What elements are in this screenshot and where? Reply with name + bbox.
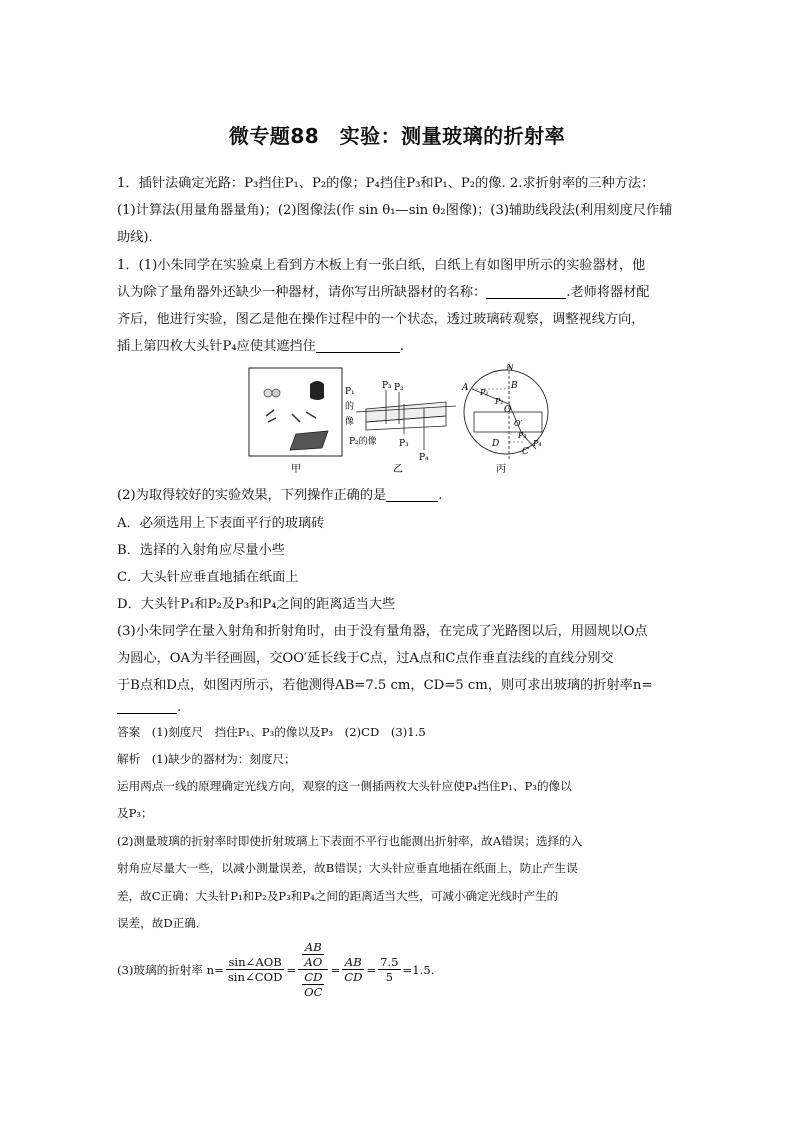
q1-line-2-tail: .老师将器材配 [566, 285, 650, 300]
yi-text-p4: P₄ [419, 453, 429, 463]
yi-text-p3b: P₃ [399, 439, 409, 449]
numerator-75: 7.5 [380, 955, 399, 969]
yi-text-p3: P₃ [382, 381, 392, 391]
analysis-6: 差，故C正确；大头针P₁和P₂及P₃和P₄之间的距离适当大些，可减小确定光线时产生的 [117, 889, 559, 903]
option-d: D．大头针P₁和P₂及P₃和P₄之间的距离适当大些 [117, 597, 396, 612]
option-a: A．必须选用上下表面平行的玻璃砖 [117, 516, 325, 531]
answer-blank-1[interactable] [486, 285, 566, 299]
q1-line-2-text: 认为除了量角器外还缺少一种器材，请你写出所缺器材的名称： [117, 285, 487, 300]
bing-text-o-prime: O′ [514, 419, 523, 428]
q3-line-1: (3)小朱同学在量入射角和折射角时，由于没有量角器，在完成了光路图以后，用圆规以O点 [117, 624, 648, 639]
bing-text-n: N [506, 364, 514, 373]
intro-line-1: 1．插针法确定光路：P₃挡住P₁、P₂的像；P₄挡住P₃和P₁、P₂的像. 2.求折射率的三种方法： [117, 176, 655, 191]
q1-line-2 [117, 281, 677, 300]
q1-line-3: 齐后，他进行实验，图乙是他在操作过程中的一个状态，透过玻璃砖观察，调整视线方向， [117, 312, 645, 327]
q1-line-4 [117, 335, 677, 354]
equals-sign: = [366, 962, 377, 977]
q3-end: . [177, 700, 182, 715]
figure-yi-label: 乙 [393, 464, 403, 475]
bing-text-p2: P₂ [495, 397, 504, 406]
pin-icon [268, 418, 276, 422]
denominator-5: 5 [385, 970, 394, 984]
q2-text: (2)为取得较好的实验效果，下列操作正确的是 [117, 488, 387, 503]
q3-line-3: 于B点和D点，如图丙所示，若他测得AB=7.5 cm，CD=5 cm，则可求出玻璃的折射率n= [117, 678, 653, 693]
formula [117, 940, 434, 999]
intro-line-2: (1)计算法(用量角器量角)；(2)图像法(作 sin θ₁—sin θ₂图像)；(3)辅助线段法(利用刻度尺作辅 [117, 203, 673, 218]
q1-line-1: 1．(1)小朱同学在实验桌上看到方木板上有一张白纸，白纸上有如图甲所示的实验器材，他 [117, 258, 646, 273]
cd-oc-fraction [302, 970, 324, 999]
ab-text: AB [302, 940, 324, 955]
page-title: 微专题88 实验：测量玻璃的折射率 [228, 124, 566, 148]
figure-jia-label: 甲 [291, 464, 301, 475]
ab-ao-fraction [302, 940, 324, 969]
analysis-4: (2)测量玻璃的折射率时即使折射玻璃上下表面不平行也能测出折射率，故A错误；选择的入 [117, 834, 583, 848]
bing-text-a: A [462, 383, 469, 393]
ab-cd-fraction [342, 955, 364, 984]
q2-line [117, 484, 677, 503]
compound-denominator [298, 970, 328, 999]
pin-icon [292, 414, 300, 422]
q1-line-4-end: . [399, 339, 404, 354]
bing-text-b: B [511, 381, 518, 391]
yi-text-de: 的 [345, 402, 355, 412]
bing-text-o: O [504, 405, 512, 415]
yi-text-xiang: 像 [345, 417, 355, 427]
yi-text-p2-image: P₂的像 [349, 437, 377, 447]
ao-text: AO [304, 955, 323, 969]
q1-line-4-text: 插上第四枚大头针P₄应使其遮挡住 [117, 339, 316, 354]
answer-blank-2[interactable] [316, 339, 400, 353]
answer-blank-4[interactable] [117, 700, 177, 714]
cd-text: CD [302, 970, 324, 985]
analysis-5: 射角应尽量大一些，以减小测量误差，故B错误；大头针应垂直地插在纸面上，防止产生误 [117, 861, 578, 875]
bing-text-p4: P₄ [533, 439, 542, 448]
pin-icon [266, 410, 274, 416]
yi-text-p1: P₁ [345, 387, 355, 397]
analysis-2: 运用两点一线的原理确定光线方向，观察的这一侧插两枚大头针应使P₄挡住P₁、P₃的像以 [117, 779, 572, 793]
compound-fraction [298, 940, 328, 999]
analysis-3: 及P₃； [117, 806, 153, 820]
answer-blank-3[interactable] [386, 488, 438, 502]
glass-brick-icon [290, 431, 328, 450]
numeric-fraction [378, 955, 400, 984]
formula-result: =1.5. [402, 962, 435, 977]
option-b: B．选择的入射角应尽量小些 [117, 543, 285, 558]
intro-line-3: 助线)． [117, 230, 162, 245]
pin-head-icon [272, 389, 280, 397]
sin-denominator: sin∠COD [227, 970, 283, 984]
sin-numerator: sin∠AOB [226, 955, 285, 970]
figure-svg [246, 364, 556, 479]
q3-line-4 [117, 700, 677, 715]
q2-end: . [438, 488, 443, 503]
figure-bing-label: 丙 [496, 464, 506, 475]
pin-head-icon [264, 389, 272, 397]
option-c: C．大头针应垂直地插在纸面上 [117, 570, 299, 585]
equals-sign: = [286, 962, 297, 977]
formula-prefix: (3)玻璃的折射率 n= [117, 962, 224, 977]
figure-group [246, 364, 556, 479]
yi-text-p2: P₂ [394, 383, 404, 393]
analysis-7: 误差，故D正确． [117, 916, 208, 930]
glass-block [474, 412, 542, 432]
q3-line-2: 为圆心，OA为半径画圆，交OO′延长线于C点，过A点和C点作垂直法线的直线分别交 [117, 651, 614, 666]
analysis-1: 解析 (1)缺少的器材为：刻度尺； [117, 752, 296, 766]
sin-fraction [226, 955, 285, 984]
oc-text: OC [304, 985, 323, 999]
cd2-text: CD [344, 970, 363, 984]
ink-bottle-icon [310, 381, 324, 400]
compound-numerator [298, 940, 328, 970]
ab2-text: AB [342, 955, 364, 970]
answer-line: 答案 (1)刻度尺 挡住P₁、P₃的像以及P₃ (2)CD (3)1.5 [117, 725, 426, 739]
equals-sign: = [330, 962, 341, 977]
bing-text-p3: P₃ [518, 431, 527, 440]
bing-text-c: C [522, 447, 529, 457]
bing-text-d: D [492, 439, 500, 449]
bing-text-p1: P₁ [480, 388, 489, 397]
pin-icon [306, 412, 316, 418]
